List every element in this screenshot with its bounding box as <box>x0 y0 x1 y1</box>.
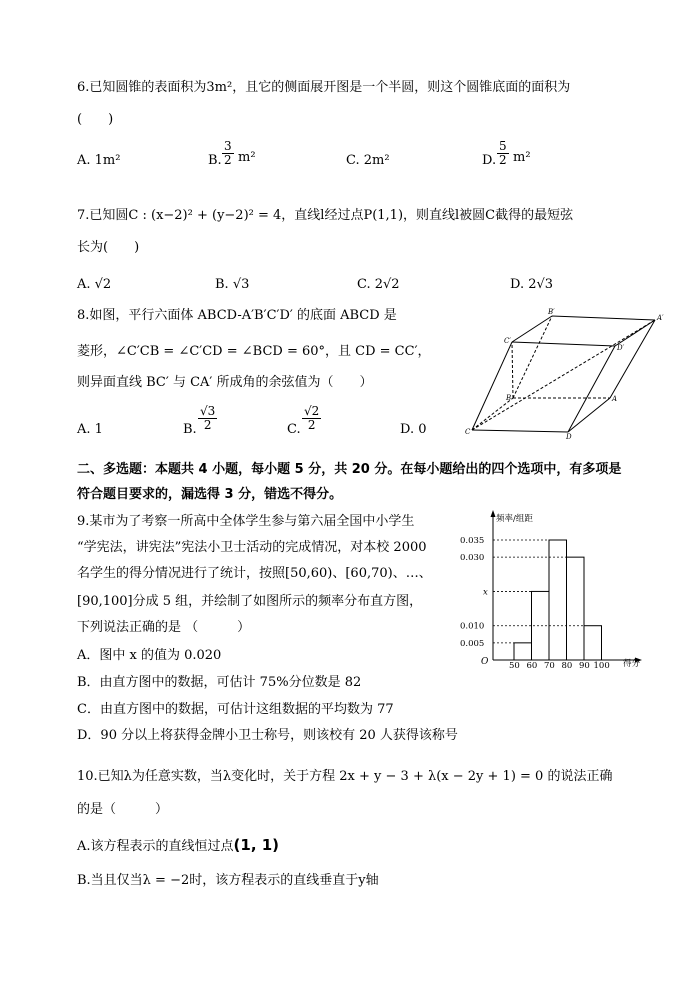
frequency-histogram <box>452 508 652 670</box>
x-axis-title: 得分 <box>623 659 641 669</box>
label-c1: C′ <box>504 337 511 345</box>
label-d: D <box>566 433 572 440</box>
q8-option-b-prefix: B. <box>183 422 197 437</box>
q6-option-d-prefix: D. <box>482 153 497 168</box>
q7-line1: 7.已知圆C : (x−2)² + (y−2)² = 4，直线l经过点P(1,1)，则直线l被圆C截得的最短弦 <box>77 208 574 223</box>
q7-option-b: B. √3 <box>215 277 250 292</box>
y-axis-arrow <box>491 510 496 517</box>
q9-line3: 名学生的得分情况进行了统计，按照[50,60)、[60,70)、…、 <box>77 566 432 581</box>
label-a1: A′ <box>657 314 664 322</box>
section2-heading-line1: 二、多选题：本题共 4 小题，每小题 5 分，共 20 分。在每小题给出的四个选项中，有多项是 <box>77 462 622 477</box>
section2-heading-line2: 符合题目要求的，漏选得 3 分，错选不得分。 <box>77 487 343 502</box>
q8-option-c-prefix: C. <box>287 422 301 437</box>
q8-line2: 菱形，∠C′CB = ∠C′CD = ∠BCD = 60°，且 CD = CC′， <box>77 344 431 359</box>
q6-option-d-unit: m² <box>513 150 531 165</box>
q6-d-numerator: 5 <box>499 139 507 153</box>
q9-line4: [90,100]分成 5 组，并绘制了如图所示的频率分布直方图， <box>77 594 423 609</box>
histogram-bar <box>567 557 585 660</box>
parallelepiped-figure <box>460 306 675 440</box>
q6-b-numerator: 3 <box>224 139 232 153</box>
q10-line2: 的是（ ） <box>77 802 169 817</box>
q6-b-denominator: 2 <box>224 153 232 168</box>
edge-b1a1 <box>552 316 655 320</box>
q9-option-d: D．90 分以上将获得金牌小卫士称号，则该校有 20 人获得该称号 <box>77 728 458 743</box>
edge-dd1 <box>568 346 618 432</box>
q8-option-d: D. 0 <box>400 422 427 437</box>
histogram-bar <box>584 626 602 660</box>
label-b1: B′ <box>548 308 555 316</box>
q7-option-d: D. 2√3 <box>510 277 554 292</box>
q8-line3: 则异面直线 BC′ 与 CA′ 所成角的余弦值为（ ） <box>77 375 373 390</box>
y-tick-label: 0.035 <box>460 536 485 546</box>
q6-d-denominator: 2 <box>499 153 507 168</box>
q8-option-b-fraction <box>198 405 217 432</box>
x-tick-label: 60 <box>526 661 538 670</box>
x-tick-label: 90 <box>579 661 590 670</box>
y-axis-title: 频率/组距 <box>496 514 533 524</box>
q9-line1: 9.某市为了考察一所高中全体学生参与第六届全国中小学生 <box>77 514 415 529</box>
x-tick-label: 50 <box>509 661 520 670</box>
edge-cd <box>472 430 568 432</box>
q6-option-b-prefix: B. <box>208 153 222 168</box>
q9-line5: 下列说法正确的是 （ ） <box>77 620 251 635</box>
segment-ca1 <box>472 320 655 430</box>
q8-c-numerator: √2 <box>304 404 320 418</box>
x-tick-label: 70 <box>544 661 555 670</box>
q9-line2: “学宪法，讲宪法”宪法小卫士活动的完成情况，对本校 2000 <box>77 540 427 555</box>
q9-option-b: B．由直方图中的数据，可估计 75%分位数是 82 <box>77 675 362 690</box>
x-tick-label: 100 <box>593 661 610 670</box>
q8-b-numerator: √3 <box>200 404 216 418</box>
q6-option-c: C. 2m² <box>346 153 390 168</box>
segment-bc1 <box>512 342 513 398</box>
q10-line1: 10.已知λ为任意实数，当λ变化时，关于方程 2x + y − 3 + λ(x − 2y + 1) = 0 的说法正确 <box>77 769 613 784</box>
label-c: C <box>465 428 471 436</box>
label-a: A <box>612 395 618 403</box>
q6-option-b-unit: m² <box>238 150 256 165</box>
q8-option-a: A. 1 <box>77 422 103 437</box>
q6-paren: ( ) <box>77 112 114 127</box>
q6-option-d-fraction <box>497 140 509 167</box>
q9-option-c: C．由直方图中的数据，可估计这组数据的平均数为 77 <box>77 702 394 717</box>
q10-option-a-point: (1, 1) <box>233 836 280 854</box>
label-b: B <box>506 394 512 402</box>
y-tick-label: 0.010 <box>460 621 485 632</box>
q9-option-a: A．图中 x 的值为 0.020 <box>77 648 222 663</box>
edge-da <box>568 398 610 432</box>
edge-c1d1 <box>512 342 615 346</box>
q6-stem: 6.已知圆锥的表面积为3m²，且它的侧面展开图是一个半圆，则这个圆锥底面的面积为 <box>77 80 571 95</box>
q10-option-a <box>77 836 279 855</box>
q10-option-a-text: A.该方程表示的直线恒过点 <box>77 839 234 854</box>
origin-label: O <box>481 657 489 667</box>
q10-option-b: B.当且仅当λ = −2时，该方程表示的直线垂直于y轴 <box>77 873 379 888</box>
edge-aa1 <box>610 320 655 398</box>
q6-option-b-fraction <box>222 140 234 167</box>
label-d1: D′ <box>617 344 625 352</box>
histogram-bar <box>514 643 532 660</box>
y-tick-label: x <box>483 587 488 598</box>
edge-cc1 <box>472 342 512 430</box>
q7-line2: 长为( ) <box>77 240 140 255</box>
q8-line1: 8.如图，平行六面体 ABCD-A′B′C′D′ 的底面 ABCD 是 <box>77 308 397 323</box>
histogram-bar <box>549 540 567 660</box>
q8-c-denominator: 2 <box>307 418 316 433</box>
y-tick-label: 0.005 <box>460 638 485 649</box>
q7-option-c: C. 2√2 <box>357 277 400 292</box>
q7-option-a: A. √2 <box>77 277 112 292</box>
y-tick-label: 0.030 <box>460 553 485 564</box>
q6-option-a: A. 1m² <box>77 153 121 168</box>
q8-b-denominator: 2 <box>203 418 212 433</box>
x-tick-label: 80 <box>561 661 573 670</box>
q8-option-c-fraction <box>302 405 321 432</box>
edge-cb <box>472 398 513 430</box>
